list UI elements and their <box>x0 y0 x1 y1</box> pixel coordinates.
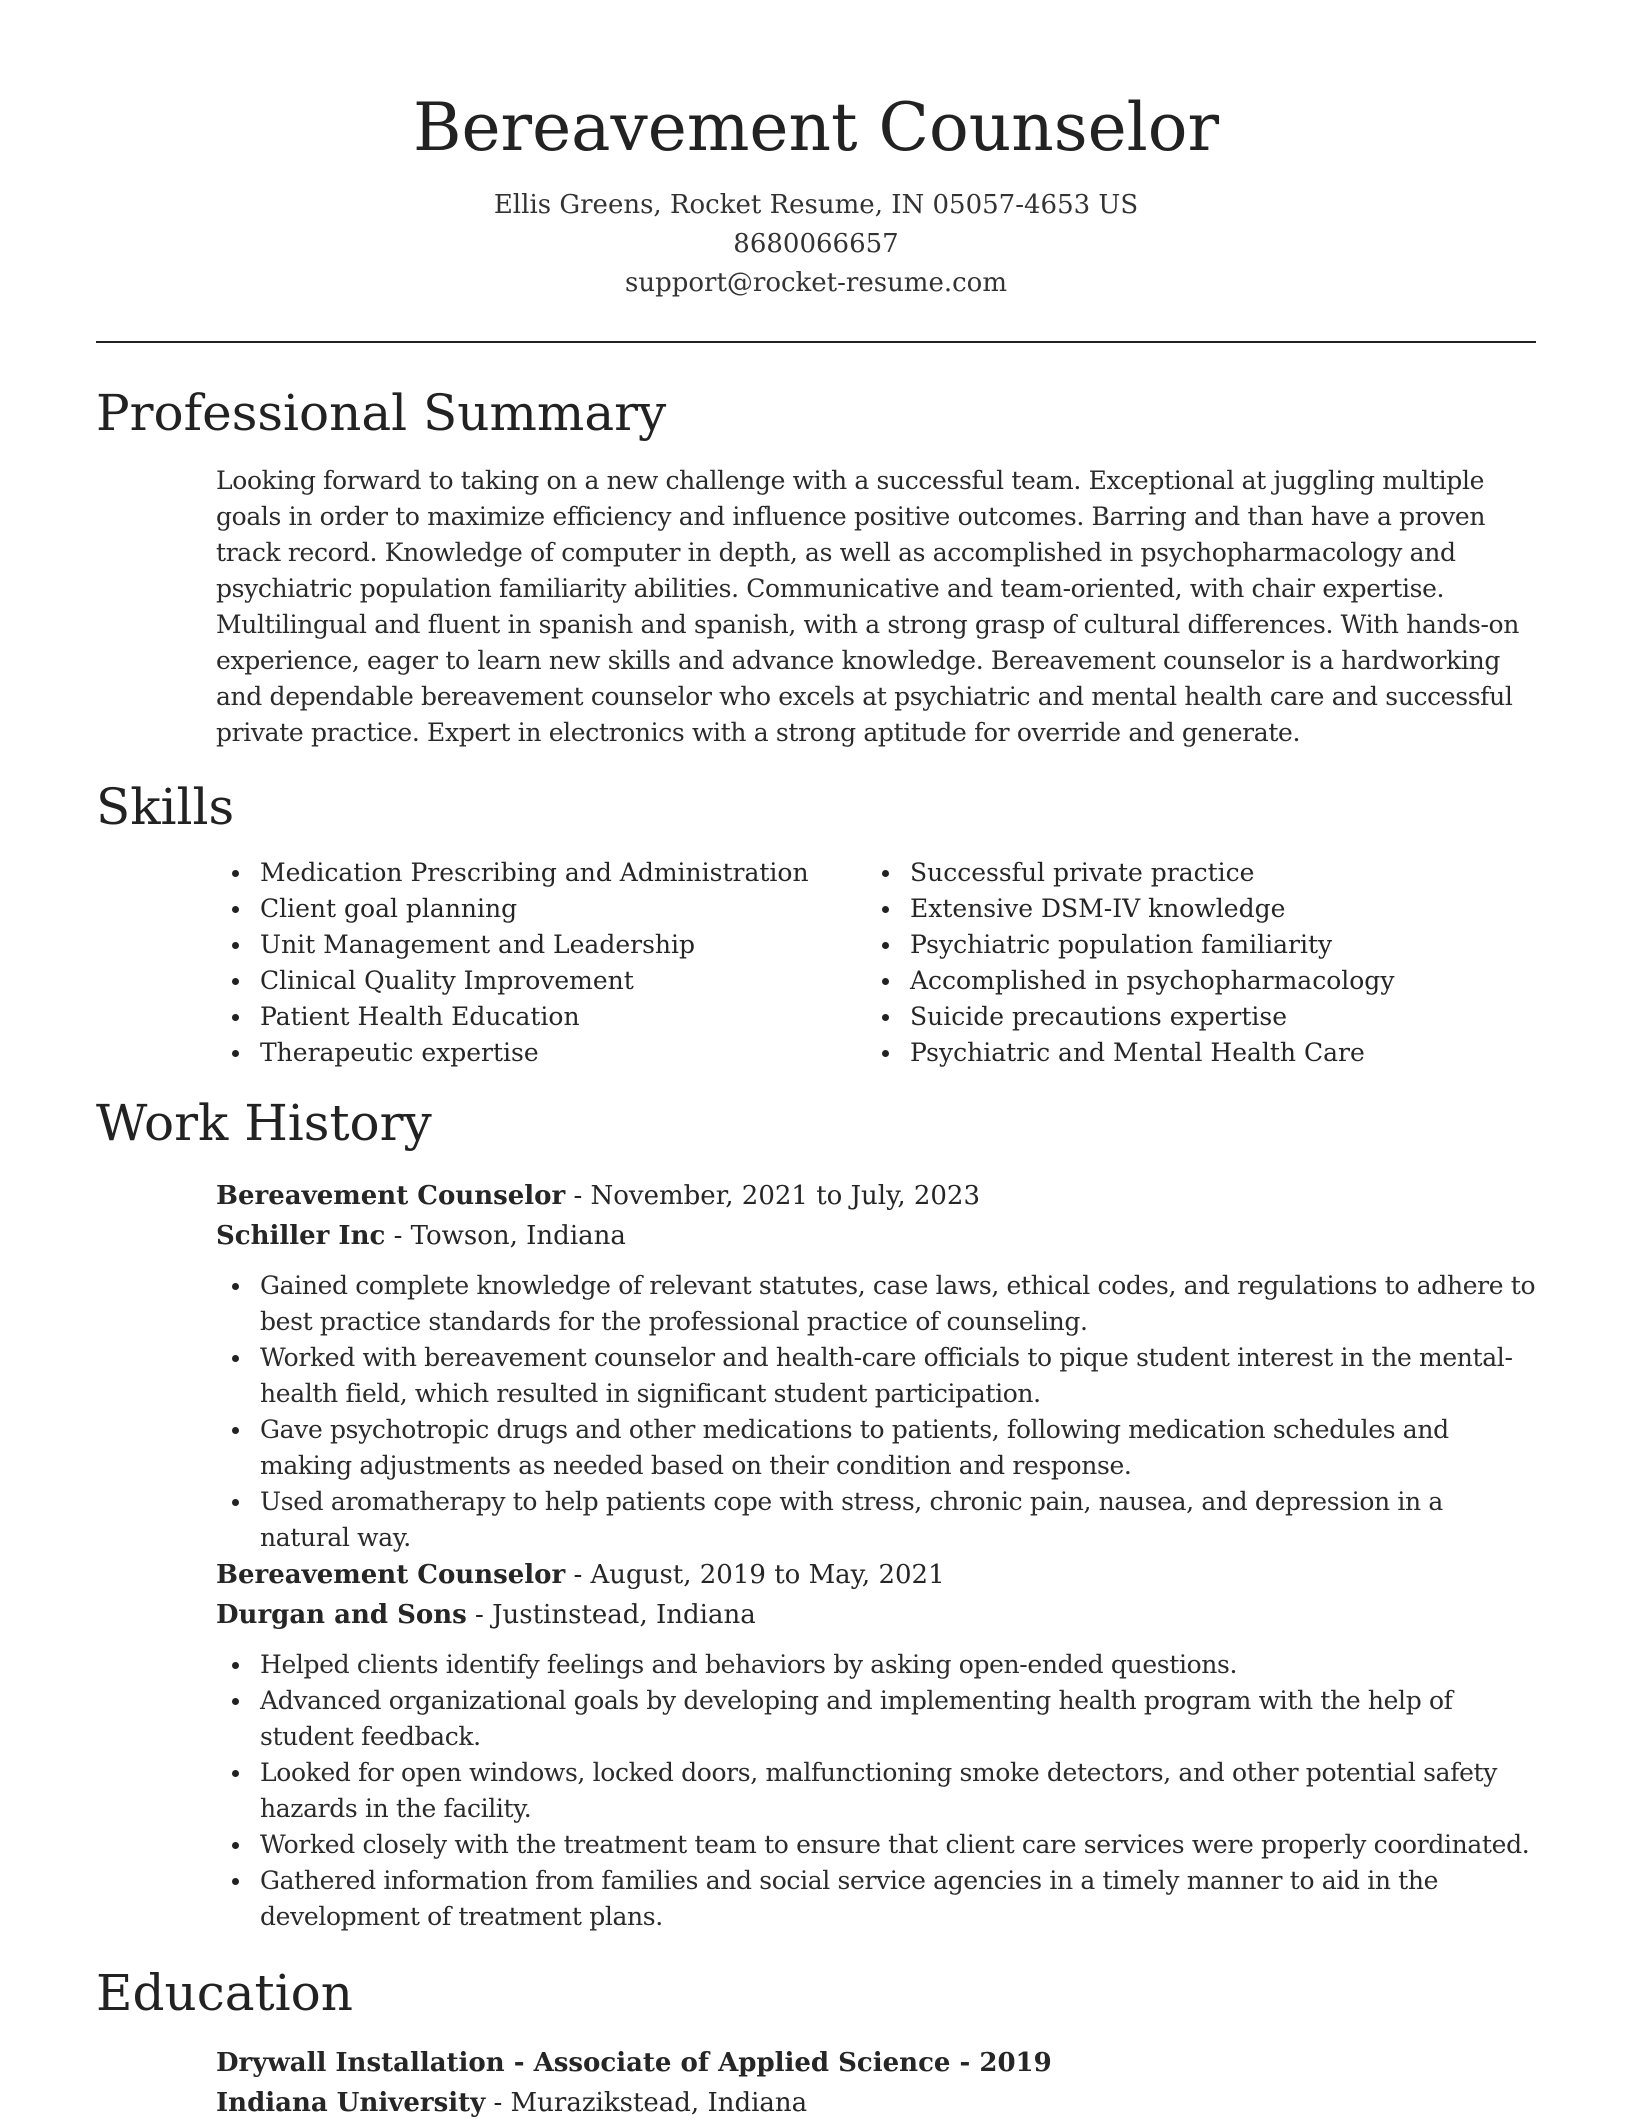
job-location: - Justinstead, Indiana <box>466 1600 756 1630</box>
job-bullets <box>216 1647 1536 1935</box>
skill-item: Therapeutic expertise <box>216 1035 866 1071</box>
contact-phone: 8680066657 <box>733 229 899 259</box>
summary-section <box>216 463 1536 751</box>
skill-item: Successful private practice <box>866 855 1516 891</box>
school-name: Indiana University <box>216 2088 486 2118</box>
education-heading: Education <box>96 1964 353 2022</box>
job-role: Bereavement Counselor <box>216 1181 566 1211</box>
skill-item: Clinical Quality Improvement <box>216 963 866 999</box>
skill-item: Psychiatric population familiarity <box>866 927 1516 963</box>
job-title-line <box>216 1176 1536 1216</box>
skill-item: Psychiatric and Mental Health Care <box>866 1035 1516 1071</box>
skill-item: Unit Management and Leadership <box>216 927 866 963</box>
job-bullets <box>216 1268 1536 1556</box>
job-entry <box>216 1555 1536 1935</box>
header-divider <box>96 341 1536 343</box>
job-company: Schiller Inc <box>216 1221 386 1251</box>
education-degree <box>216 2043 1536 2083</box>
candidate-name: Bereavement Counselor <box>412 89 1220 166</box>
job-entry <box>216 1176 1536 1556</box>
skills-column-right <box>866 855 1516 1071</box>
summary-text: Looking forward to taking on a new challenge with a successful team. Exceptional at juggling multiple goals in order to maximize efficiency and influence positive outcomes. Barring and than have a proven track record. Knowledge of computer in depth, as well as accomplished in psychopharmacology and psychiatric population familiarity abilities. Communicative and team-oriented, with chair expertise. Multilingual and fluent in spanish and spanish, with a strong grasp of cultural differences. With hands-on experience, eager to learn new skills and advance knowledge. Bereavement counselor is a hardworking and dependable bereavement counselor who excels at psychiatric and mental health care and successful private practice. Expert in electronics with a strong aptitude for override and generate. <box>216 466 1520 747</box>
job-dates: - November, 2021 to July, 2023 <box>565 1181 981 1211</box>
skill-item: Extensive DSM-IV knowledge <box>866 891 1516 927</box>
job-bullet: Used aromatherapy to help patients cope with stress, chronic pain, nausea, and depression in a natural way. <box>216 1484 1536 1556</box>
education-entry <box>216 2043 1536 2123</box>
degree-line: Drywall Installation - Associate of Applied Science - 2019 <box>216 2048 1052 2078</box>
job-bullet: Gave psychotropic drugs and other medications to patients, following medication schedules and making adjustments as needed based on their condition and response. <box>216 1412 1536 1484</box>
skill-item: Client goal planning <box>216 891 866 927</box>
work-history-heading: Work History <box>96 1094 432 1152</box>
contact-address: Ellis Greens, Rocket Resume, IN 05057-4653 US <box>493 190 1139 220</box>
skill-item: Medication Prescribing and Administration <box>216 855 866 891</box>
job-bullet: Advanced organizational goals by developing and implementing health program with the help of student feedback. <box>216 1683 1536 1755</box>
skills-heading: Skills <box>96 778 235 836</box>
skills-list <box>216 855 1536 1071</box>
job-title-line <box>216 1555 1536 1595</box>
job-role: Bereavement Counselor <box>216 1560 566 1590</box>
job-bullet: Looked for open windows, locked doors, malfunctioning smoke detectors, and other potential safety hazards in the facility. <box>216 1755 1536 1827</box>
skill-item: Accomplished in psychopharmacology <box>866 963 1516 999</box>
job-bullet: Worked with bereavement counselor and health-care officials to pique student interest in the mental-health field, which resulted in significant student participation. <box>216 1340 1536 1412</box>
job-location: - Towson, Indiana <box>385 1221 626 1251</box>
job-dates: - August, 2019 to May, 2021 <box>565 1560 945 1590</box>
skills-column-left <box>216 855 866 1071</box>
skill-item: Suicide precautions expertise <box>866 999 1516 1035</box>
job-bullet: Gathered information from families and social service agencies in a timely manner to aid in the development of treatment plans. <box>216 1863 1536 1935</box>
job-company: Durgan and Sons <box>216 1600 467 1630</box>
job-company-line <box>216 1595 1536 1635</box>
education-school-line <box>216 2083 1536 2123</box>
contact-email: support@rocket-resume.com <box>624 268 1007 298</box>
school-location: - Murazikstead, Indiana <box>485 2088 808 2118</box>
contact-info <box>0 186 1632 303</box>
job-bullet: Worked closely with the treatment team to ensure that client care services were properly coordinated. <box>216 1827 1536 1863</box>
job-bullet: Helped clients identify feelings and behaviors by asking open-ended questions. <box>216 1647 1536 1683</box>
skill-item: Patient Health Education <box>216 999 866 1035</box>
summary-heading: Professional Summary <box>96 384 667 442</box>
job-bullet: Gained complete knowledge of relevant statutes, case laws, ethical codes, and regulations to adhere to best practice standards for the professional practice of counseling. <box>216 1268 1536 1340</box>
resume-header <box>0 0 1632 303</box>
job-company-line <box>216 1216 1536 1256</box>
